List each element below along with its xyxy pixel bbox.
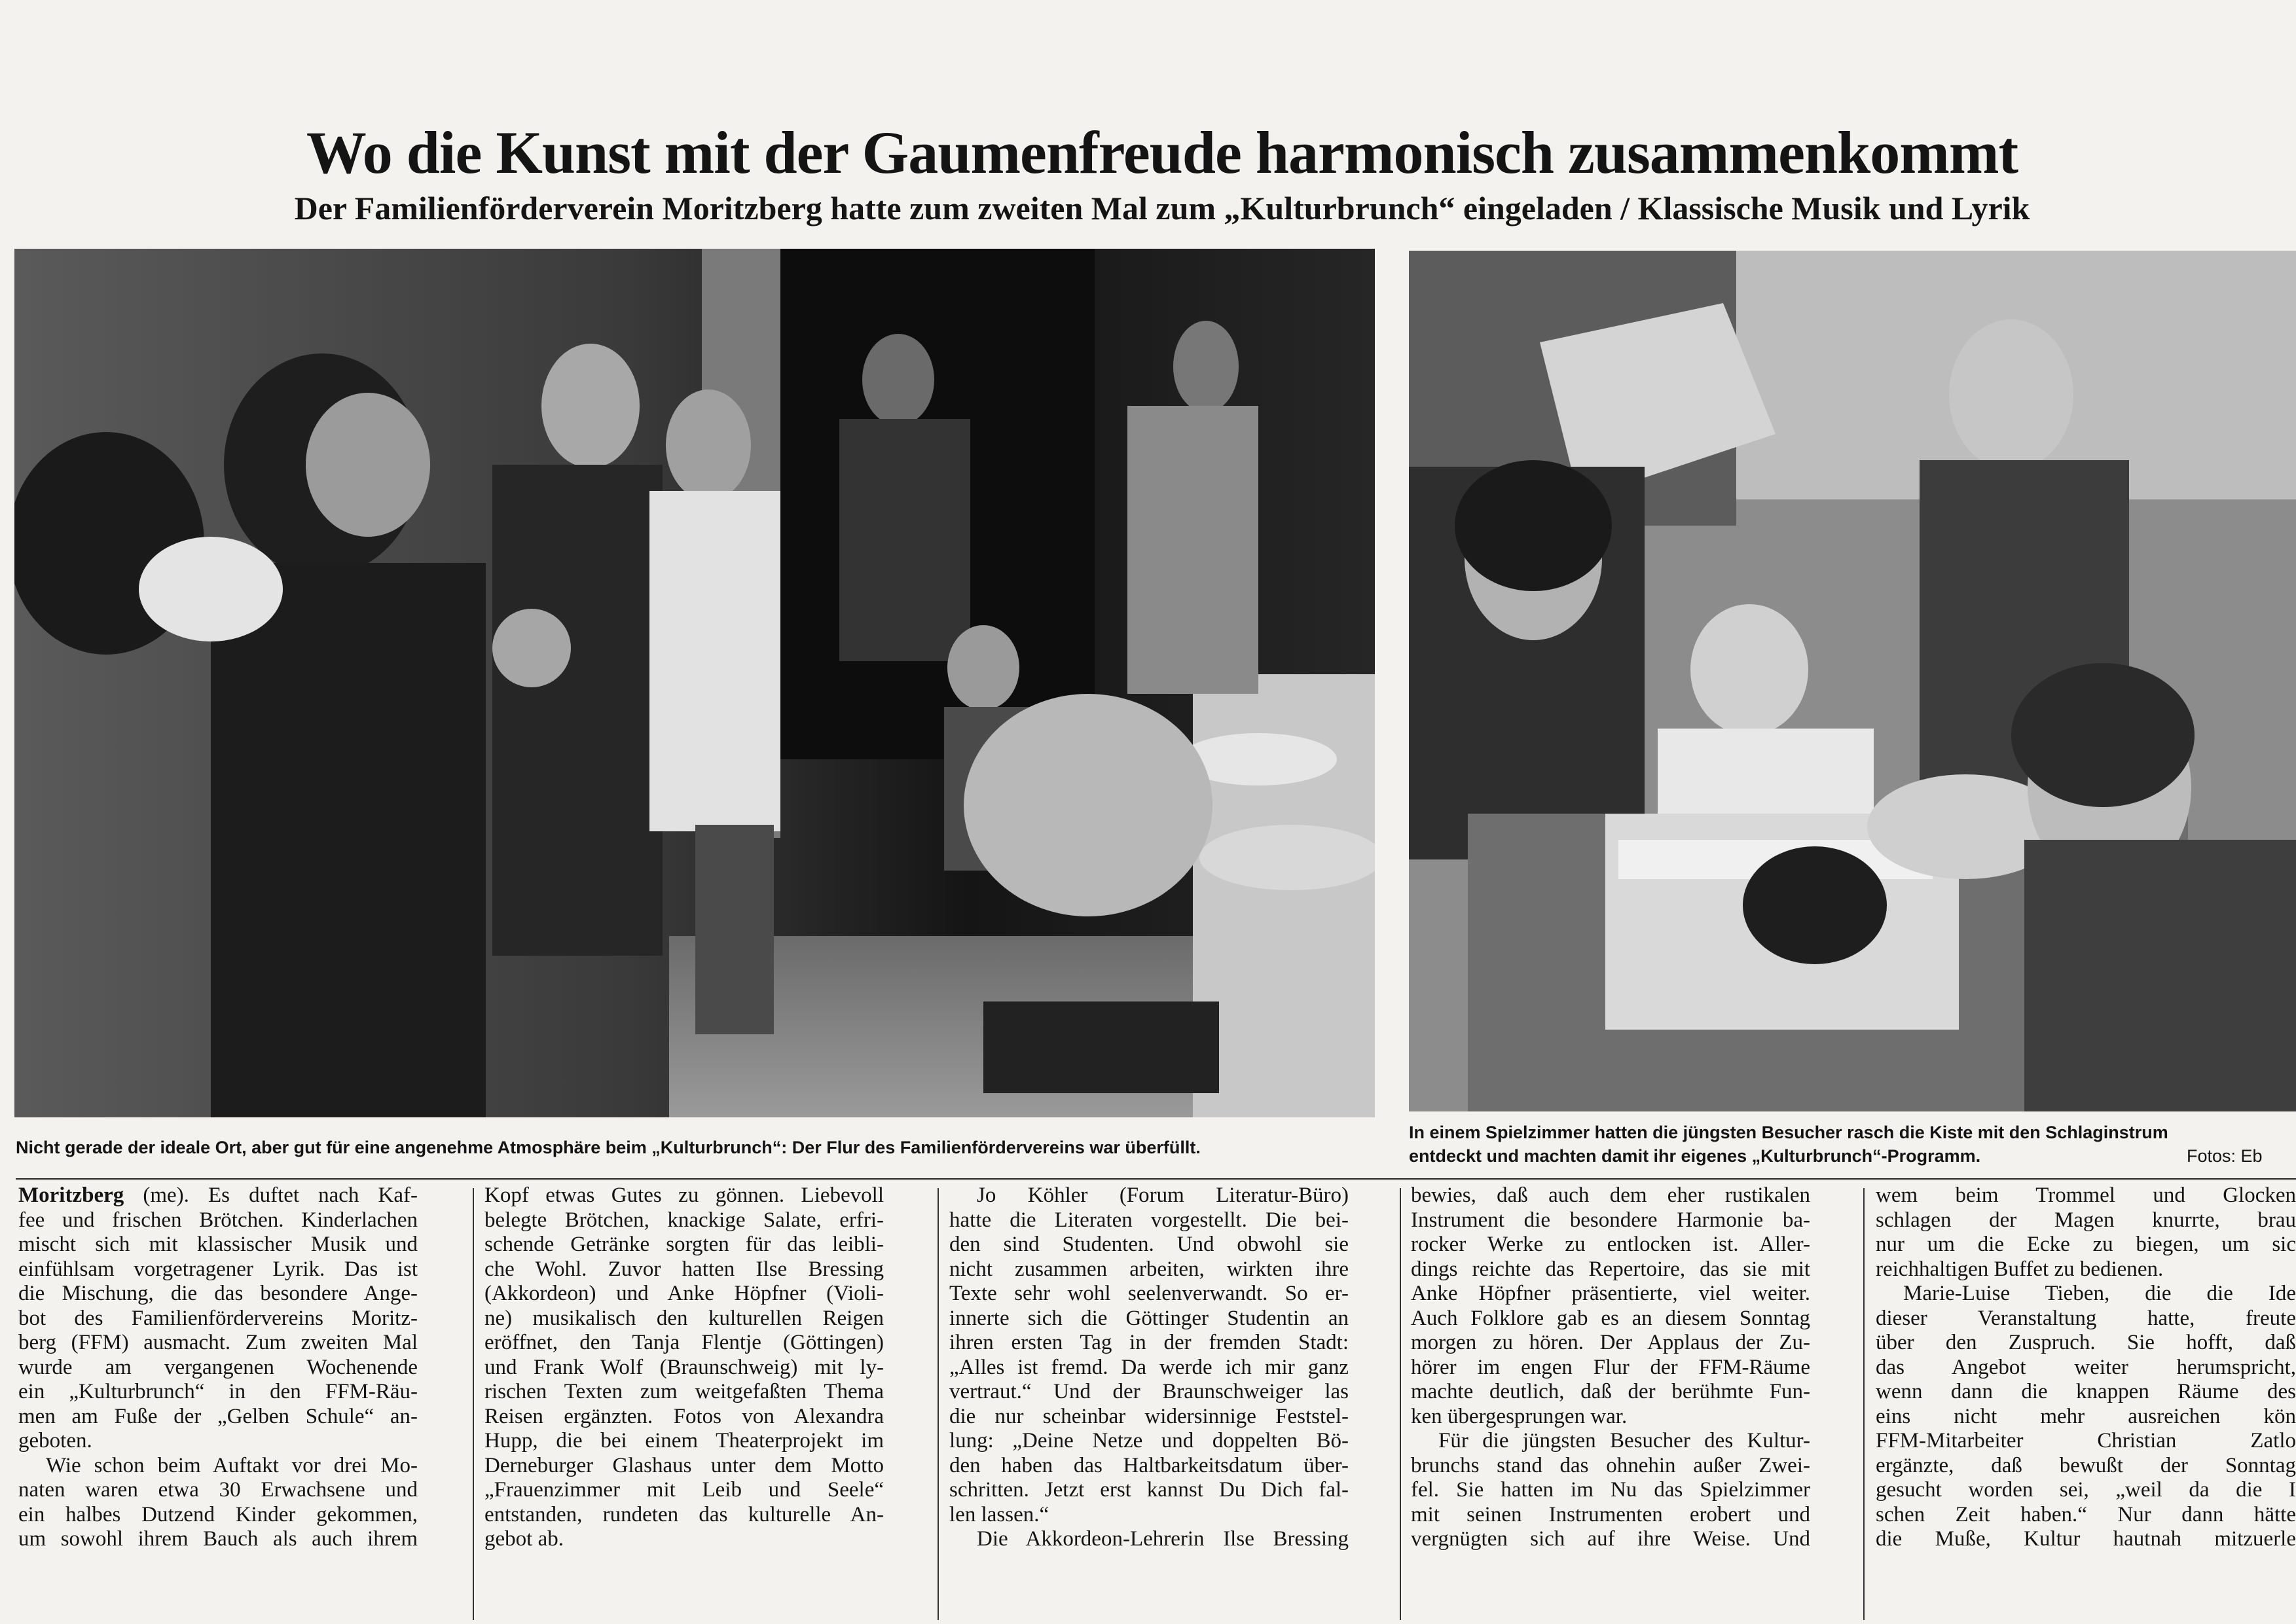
text-line: che Wohl. Zuvor hatten Ilse Bressing (484, 1257, 884, 1281)
text-line: schritten. Jetzt erst kannst Du Dich fal- (949, 1478, 1349, 1502)
text-line: Kopf etwas Gutes zu gönnen. Liebevoll (484, 1183, 884, 1207)
text-line: die Muße, Kultur hautnah mitzuerle (1876, 1527, 2296, 1551)
text-line: Derneburger Glashaus unter dem Motto (484, 1453, 884, 1477)
text-line: berg (FFM) ausmacht. Zum zweiten Mal (18, 1331, 418, 1354)
text-line: machte deutlich, daß der berühmte Fun- (1411, 1380, 1810, 1403)
text-line: schlagen der Magen knurrte, brau (1876, 1208, 2296, 1232)
paragraph (1876, 1282, 2296, 1552)
column-rule (1863, 1188, 1865, 1620)
text-line: hatte die Literaten vorgestellt. Die bei- (949, 1208, 1349, 1232)
text-line: wurde am vergangenen Wochenende (18, 1355, 418, 1379)
text-line: men am Fuße der „Gelben Schule“ an- (18, 1404, 418, 1428)
paragraph (18, 1454, 418, 1552)
text-line: hörer im engen Flur der FFM-Räume (1411, 1355, 1810, 1379)
paragraph (18, 1183, 418, 1454)
paragraph (1411, 1429, 1810, 1552)
text-line: dieser Veranstaltung hatte, freute (1876, 1306, 2296, 1330)
text-line: das Angebot weiter herumspricht, (1876, 1355, 2296, 1379)
text-line: Wie schon beim Auftakt vor drei Mo- (46, 1453, 418, 1477)
article-column-1 (18, 1183, 418, 1552)
text-line: Texte sehr wohl seelenverwandt. So er- (949, 1282, 1349, 1305)
headline: Wo die Kunst mit der Gaumenfreude harmonisch zusammenkommt (306, 119, 2018, 186)
text-line: Die Akkordeon-Lehrerin Ilse Bressing (977, 1527, 1349, 1551)
text-line: eins nicht mehr ausreichen kön (1876, 1404, 2296, 1428)
text-line: um sowohl ihrem Bauch als auch ihrem (18, 1527, 418, 1551)
text-line: Anke Höpfner präsentierte, viel weiter. (1411, 1282, 1810, 1305)
text-line: Instrument die besondere Harmonie ba- (1411, 1208, 1810, 1232)
text-line: Für die jüngsten Besucher des Kultur- (1438, 1429, 1810, 1453)
text-line: ein halbes Dutzend Kinder gekommen, (18, 1502, 418, 1526)
text-line: einfühlsam vorgetragener Lyrik. Das ist (18, 1257, 418, 1281)
text-line: nicht zusammen arbeiten, wirkten ihre (949, 1257, 1349, 1281)
text-line: (Akkordeon) und Anke Höpfner (Violi- (484, 1282, 884, 1305)
article-column-2 (484, 1183, 884, 1552)
text-line (18, 1183, 418, 1208)
text-line: schen Zeit haben.“ Nur dann hätte (1876, 1502, 2296, 1526)
text-line: geboten. (18, 1429, 92, 1453)
text-line: FFM-Mitarbeiter Christian Zatlo (1876, 1429, 2296, 1453)
column-rule (1400, 1188, 1401, 1620)
text-line: reichhaltigen Buffet zu bedienen. (1876, 1257, 2164, 1281)
text-line: belegte Brötchen, knackige Salate, erfri- (484, 1208, 884, 1232)
column-rule (473, 1188, 474, 1620)
text-line: die nur scheinbar widersinnige Feststel- (949, 1404, 1349, 1428)
text-line: fee und frischen Brötchen. Kinderlachen (18, 1208, 418, 1232)
column-rule (938, 1188, 939, 1620)
text-line: den haben das Haltbarkeitsdatum über- (949, 1453, 1349, 1477)
text-line-segment: (me). Es duftet nach Kaf- (124, 1183, 418, 1207)
text-line: wem beim Trommel und Glocken (1876, 1183, 2296, 1207)
article-column-4 (1411, 1183, 1810, 1552)
text-line: naten waren etwa 30 Erwachsene und (18, 1478, 418, 1502)
text-line: die Mischung, die das besondere Ange- (18, 1282, 418, 1305)
text-line: „Alles ist fremd. Da werde ich mir ganz (949, 1355, 1349, 1379)
text-line: und Frank Wolf (Braunschweig) mit ly- (484, 1355, 884, 1379)
text-line: bot des Familienfördervereins Moritz- (18, 1306, 418, 1330)
photo-caption-left: Nicht gerade der ideale Ort, aber gut für eine angenehme Atmosphäre beim „Kulturbrunch“: Der Flur des Familienfördervereins war überfüllt. (16, 1138, 1201, 1157)
text-line: bewies, daß auch dem eher rustikalen (1411, 1183, 1810, 1207)
text-line: schende Getränke sorgten für das leibli- (484, 1233, 884, 1256)
text-line: lung: „Deine Netze und doppelten Bö- (949, 1429, 1349, 1453)
text-line: nur um die Ecke zu biegen, um sic (1876, 1233, 2296, 1256)
text-line: den sind Studenten. Und obwohl sie (949, 1233, 1349, 1256)
text-line: entstanden, rundeten das kulturelle An- (484, 1502, 884, 1526)
paragraph (1411, 1183, 1810, 1429)
text-line: Auch Folklore gab es an diesem Sonntag (1411, 1306, 1810, 1330)
article-column-5 (1876, 1183, 2296, 1552)
paragraph (1876, 1183, 2296, 1282)
photo-hallway-crowd (14, 249, 1375, 1117)
paragraph (949, 1183, 1349, 1527)
text-line: rischen Texten zum weitgefaßten Thema (484, 1380, 884, 1403)
text-line: len lassen.“ (949, 1502, 1049, 1526)
text-line: ihren ersten Tag in der fremden Stadt: (949, 1331, 1349, 1354)
paragraph (949, 1527, 1349, 1552)
text-line: brunchs stand das ohnehin außer Zwei- (1411, 1453, 1810, 1477)
photo-caption-right-line1: In einem Spielzimmer hatten die jüngsten Besucher rasch die Kiste mit den Schlaginstrum (1409, 1123, 2168, 1142)
text-line: mit seinen Instrumenten erobert und (1411, 1502, 1810, 1526)
text-line: gebot ab. (484, 1527, 564, 1551)
text-line: vergnügten sich auf ihre Weise. Und (1411, 1527, 1810, 1551)
text-line: „Frauenzimmer mit Leib und Seele“ (484, 1478, 884, 1502)
photo-children-playroom (1409, 251, 2296, 1111)
paragraph (484, 1183, 884, 1552)
text-line: Reisen ergänzten. Fotos von Alexandra (484, 1404, 884, 1428)
photo-credit: Fotos: Eb (2187, 1146, 2263, 1166)
text-line: mischt sich mit klassischer Musik und (18, 1233, 418, 1256)
text-line: eröffnet, den Tanja Flentje (Göttingen) (484, 1331, 884, 1354)
text-line: ein „Kulturbrunch“ in den FFM-Räu- (18, 1380, 418, 1403)
text-line: rocker Werke zu entlocken ist. Aller- (1411, 1233, 1810, 1256)
text-line: gesucht worden sei, „weil da die I (1876, 1478, 2296, 1502)
text-line: über den Zuspruch. Sie hofft, daß (1876, 1331, 2296, 1354)
text-line: ergänzte, daß bewußt der Sonntag (1876, 1453, 2296, 1477)
text-line: innerte sich die Göttinger Studentin an (949, 1306, 1349, 1330)
dateline: Moritzberg (18, 1183, 124, 1207)
text-line: Marie-Luise Tieben, die die Ide (1903, 1282, 2296, 1305)
text-line: vertraut.“ Und der Braunschweiger las (949, 1380, 1349, 1403)
caption-divider (16, 1178, 2296, 1180)
text-line: fel. Sie hatten im Nu das Spielzimmer (1411, 1478, 1810, 1502)
text-line: ken übergesprungen war. (1411, 1404, 1628, 1428)
subheadline: Der Familienförderverein Moritzberg hatte zum zweiten Mal zum „Kulturbrunch“ eingeladen / Klassische Musik und Lyrik (294, 190, 2030, 226)
photo-caption-right-line2: entdeckt und machten damit ihr eigenes „Kulturbrunch“-Programm. (1409, 1146, 1981, 1166)
text-line: Jo Köhler (Forum Literatur-Büro) (977, 1183, 1349, 1207)
text-line: Hupp, die bei einem Theaterprojekt im (484, 1429, 884, 1453)
text-line: dings reichte das Repertoire, das sie mit (1411, 1257, 1810, 1281)
article-column-3 (949, 1183, 1349, 1552)
text-line: morgen zu hören. Der Applaus der Zu- (1411, 1331, 1810, 1354)
text-line: wenn dann die knappen Räume des (1876, 1380, 2296, 1403)
text-line: ne) musikalisch den kulturellen Reigen (484, 1306, 884, 1330)
